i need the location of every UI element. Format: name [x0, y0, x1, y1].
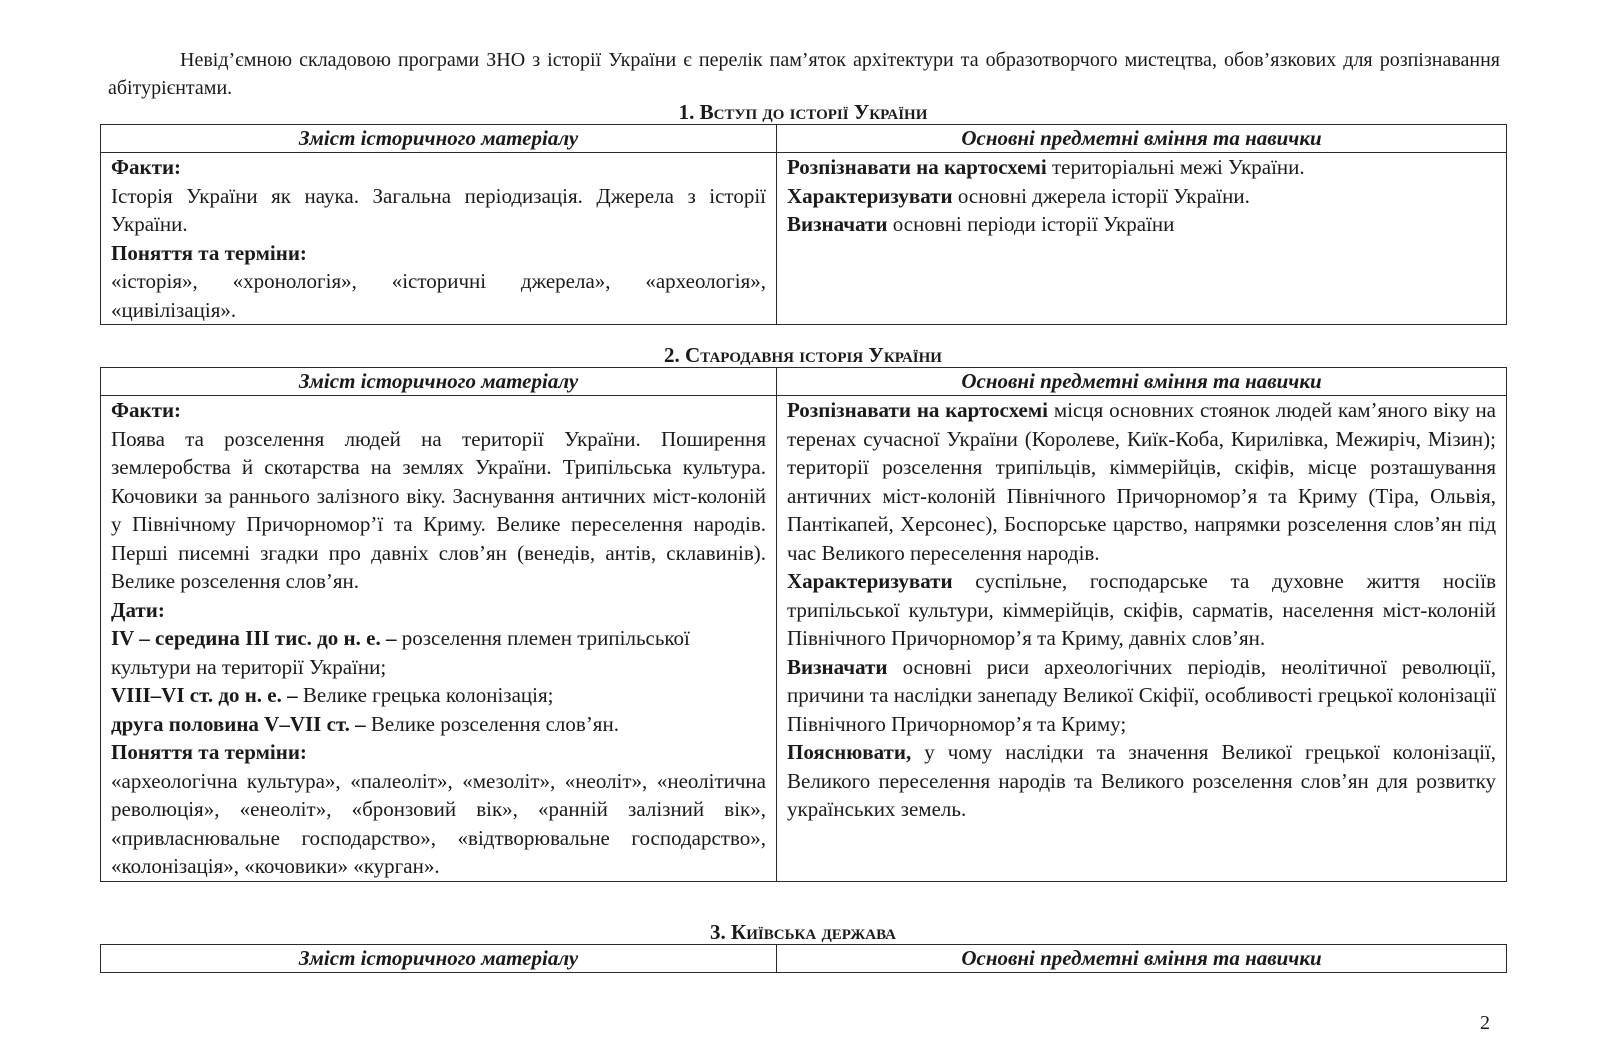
header-skills: Основні предметні вміння та навички: [777, 368, 1507, 396]
skill-text: основні джерела історії України.: [952, 183, 1250, 208]
skills-cell: [777, 396, 1507, 882]
table-row: [101, 153, 1507, 325]
header-skills: Основні предметні вміння та навички: [777, 945, 1507, 973]
date-item: [111, 681, 766, 710]
section-1-title: 1. Вступ до історії України: [678, 100, 928, 124]
date-text: розселення племен трипільської культури на території України;: [111, 626, 690, 679]
skill-text: територіальні межі України.: [1046, 155, 1305, 179]
section-2-table: [100, 367, 1507, 882]
intro-paragraph: Невід’ємною складовою програми ЗНО з історії України є перелік пам’яток архітектури та образотворчого мистецтва, обов’язкових для розпізнавання абітурієнтами.: [108, 49, 1500, 99]
facts-text: Поява та розселення людей на території України. Поширення землеробства й скотарства на землях України. Трипільська культура. Кочовики за раннього залізного віку. Заснування античних міст-колоній у Північному Причорномор’ї та Криму. Велике переселення народів. Перші писемні згадки про давніх слов’ян (венедів, антів, склавинів). Велике розселення слов’ян.: [111, 426, 766, 593]
terms-text: «археологічна культура», «палеоліт», «мезоліт», «неоліт», «неолітична революція», «енеоліт», «бронзовий вік», «ранній залізний вік», «привласнювальне господарство», «відтворювальне господарство», «колонізація», «кочовики» «курган».: [111, 768, 766, 878]
skill-text: основні риси археологічних періодів, неолітичної революції, причини та наслідки занепаду Великої Скіфії, особливості грецької колонізації Північного Причорномор’я та Криму;: [787, 654, 1496, 736]
terms-text: «історія», «хронологія», «історичні джерела», «археологія», «цивілізація».: [111, 269, 766, 322]
skill-verb: Визначати: [787, 654, 888, 679]
table-header-row: [101, 125, 1507, 153]
content-cell: [101, 153, 777, 325]
skill-verb: Характеризувати: [787, 183, 953, 208]
date-value: IV – середина III тис. до н. е. –: [111, 626, 397, 650]
skill-verb: Характеризувати: [787, 569, 953, 593]
date-item: [111, 624, 766, 681]
page-number: 2: [1480, 1012, 1490, 1034]
skill-text: у чому наслідки та значення Великої грецької колонізації, Великого переселення народів та Великого розселення слов’ян для розвитку українських земель.: [787, 740, 1496, 821]
dates-label: Дати:: [111, 597, 165, 622]
skill-verb: Розпізнавати на картосхемі: [787, 155, 1047, 179]
date-text: Велике розселення слов’ян.: [365, 711, 619, 736]
section-3-table: [100, 944, 1507, 973]
header-content: Зміст історичного матеріалу: [101, 368, 777, 396]
skill-text: суспільне, господарське та духовне життя носіїв трипільської культури, кіммерійців, скіфів, сарматів, населення міст-колоній Північного Причорномор’я та Криму, давніх слов’ян.: [787, 569, 1496, 650]
table-row: [101, 396, 1507, 882]
table-header-row: [101, 945, 1507, 973]
date-value: VIII–VI ст. до н. е. –: [111, 683, 298, 707]
header-skills: Основні предметні вміння та навички: [777, 125, 1507, 153]
date-value: друга половина V–VII ст. –: [111, 711, 366, 736]
content-cell: [101, 396, 777, 882]
skill-text: основні періоди історії України: [887, 212, 1175, 236]
skill-item: [787, 567, 1496, 653]
header-content: Зміст історичного матеріалу: [101, 945, 777, 973]
facts-text: Історія України як наука. Загальна періодизація. Джерела з історії України.: [111, 183, 766, 236]
skill-verb: Розпізнавати на картосхемі: [787, 398, 1049, 422]
facts-label: Факти:: [111, 398, 182, 422]
table-header-row: [101, 368, 1507, 396]
skill-text: місця основних стоянок людей кам’яного віку на теренах сучасної України (Королеве, Киїк-Коба, Кирилівка, Межиріч, Мізин); території розселення трипільців, кіммерійців, скіфів, місце розташування античних міст-колоній Північного Причорномор’я та Криму (Тіра, Ольвія, Пантікапей, Херсонес), Боспорське царство, напрямки розселення слов’ян під час Великого переселення народів.: [787, 398, 1496, 565]
skill-verb: Визначати: [787, 212, 888, 236]
skills-cell: [777, 153, 1507, 325]
date-item: [111, 710, 766, 739]
skill-item: [787, 653, 1496, 739]
facts-label: Факти:: [111, 155, 182, 179]
section-3-title: 3. Київська держава: [710, 920, 896, 944]
skill-item: [787, 182, 1496, 211]
header-content: Зміст історичного матеріалу: [101, 125, 777, 153]
terms-label: Поняття та терміни:: [111, 740, 307, 764]
skill-item: [787, 396, 1496, 567]
skill-item: [787, 153, 1496, 182]
terms-label: Поняття та терміни:: [111, 240, 307, 265]
skill-item: [787, 210, 1496, 239]
section-1-table: [100, 124, 1507, 325]
skill-verb: Пояснювати,: [787, 740, 912, 764]
skill-item: [787, 738, 1496, 824]
section-2-title: 2. Стародавня історія України: [664, 343, 942, 367]
date-text: Велике грецька колонізація;: [297, 683, 554, 707]
